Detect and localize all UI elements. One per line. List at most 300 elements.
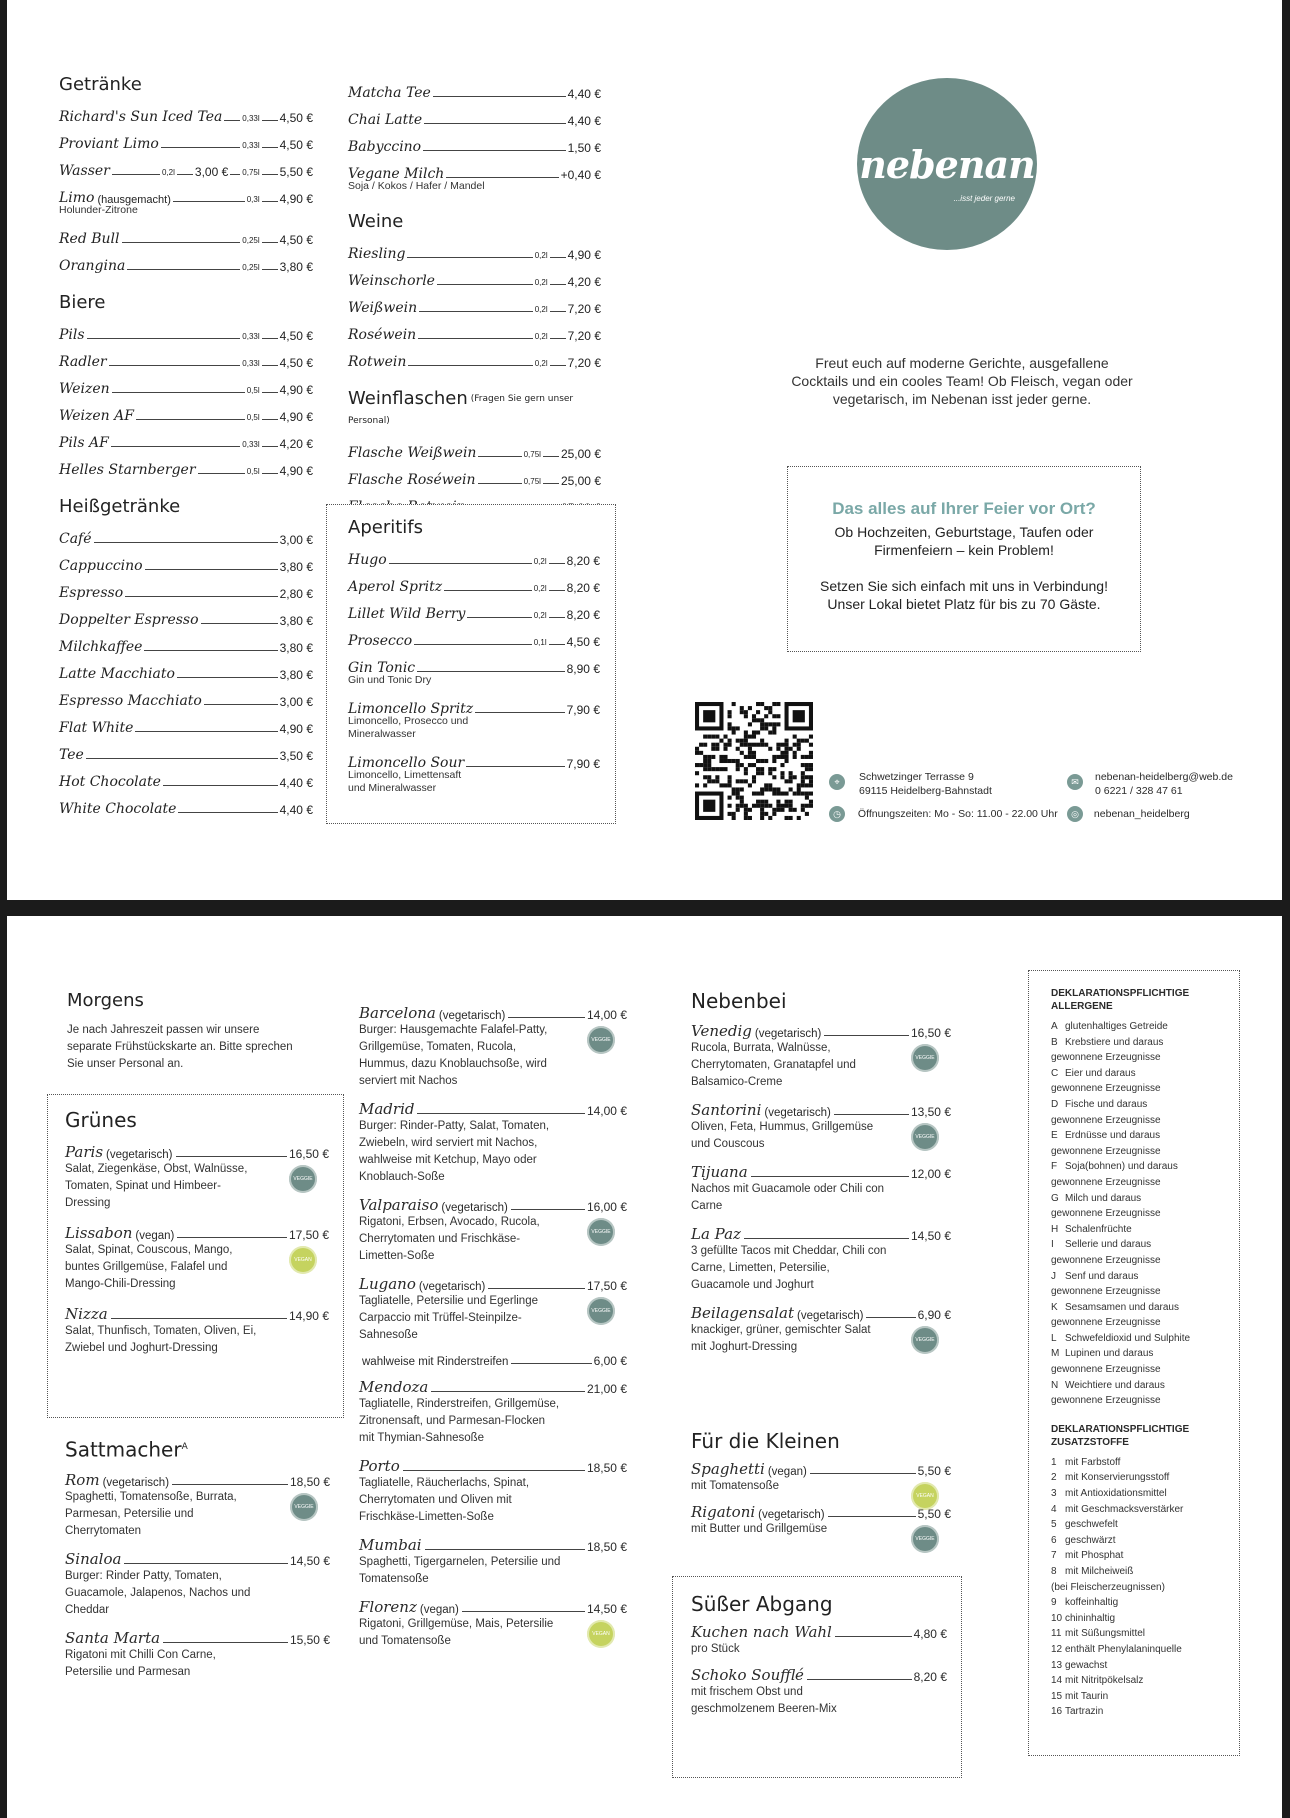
item-description: mit Butter und Grillgemüse [691, 1523, 828, 1535]
item-name: Rom [65, 1470, 100, 1489]
item-tag: (vegetarisch) [754, 1028, 822, 1040]
drink-item [348, 74, 601, 101]
vegan-badge-icon: VEGAN [911, 1482, 939, 1510]
declaration-key: D [1051, 1098, 1059, 1110]
drink-item [348, 541, 600, 568]
declaration-item [1051, 1564, 1231, 1580]
menu-item-header [65, 1305, 331, 1323]
morgens-section [67, 990, 307, 1073]
menu-page-food [7, 916, 1282, 1818]
declaration-item [1051, 1517, 1231, 1533]
leader-line [109, 365, 241, 366]
item-price: 16,50 € [910, 1026, 951, 1040]
declaration-text: mit Konservierungsstoff [1065, 1472, 1170, 1484]
drink-section [348, 388, 601, 515]
leader-line [262, 120, 278, 121]
item-name: Matcha Tee [348, 85, 431, 101]
declaration-item [1051, 1066, 1231, 1082]
menu-item [359, 1275, 629, 1344]
veggie-badge-icon: VEGGIE [911, 1044, 939, 1072]
declaration-text: Soja(bohnen) und daraus [1065, 1161, 1178, 1173]
leader-line [403, 1470, 585, 1471]
veggie-badge-icon: VEGGIE [587, 1026, 615, 1054]
declaration-key: A [1051, 1021, 1058, 1032]
item-price: 4,50 € [566, 635, 600, 649]
declaration-text: enthält Phenylalaninquelle [1065, 1643, 1182, 1655]
item-price: 3,80 € [279, 560, 313, 574]
drink-item [59, 247, 313, 274]
leader-line [424, 123, 565, 124]
nebenbei-section [691, 990, 953, 1356]
item-name: Beilagensalat [691, 1304, 794, 1322]
drink-item [348, 622, 600, 649]
item-price: 8,90 € [566, 662, 600, 676]
leader-line [111, 446, 240, 447]
menu-item [359, 1100, 629, 1186]
kleinen-section [691, 1429, 953, 1542]
item-name: Schoko Soufflé [691, 1666, 804, 1684]
item-name: Rotwein [348, 354, 407, 370]
item-tag: wahlweise mit Rinderstreifen [362, 1356, 509, 1368]
item-name: Orangina [59, 258, 126, 274]
leader-line [488, 1288, 585, 1289]
veggie-badge-icon: VEGGIE [911, 1326, 939, 1354]
item-description: Oliven, Feta, Hummus, Grillgemüse und Couscous [691, 1121, 874, 1150]
declaration-item [1051, 1533, 1231, 1549]
item-name: Flasche Weißwein [348, 445, 477, 461]
declaration-text-cont: gewonnene Erzeugnisse [1051, 1317, 1161, 1329]
item-name: Roséwein [348, 327, 417, 343]
declaration-text: Senf und daraus [1065, 1270, 1139, 1282]
item-name: Mendoza [359, 1378, 429, 1396]
item-price: 4,90 € [567, 248, 601, 262]
item-name: Valparaiso [359, 1196, 439, 1214]
leader-line [550, 257, 566, 258]
section-title [59, 74, 313, 96]
section-title-text: Weine [348, 211, 404, 232]
menu-item-header [691, 1225, 953, 1243]
menu-page-drinks [7, 0, 1282, 900]
item-name: Limoncello Spritz [348, 701, 474, 717]
declaration-key: 2 [1051, 1472, 1057, 1484]
declaration-title [1051, 987, 1231, 1013]
leader-line [466, 766, 564, 767]
veggie-badge-icon: VEGGIE [587, 1218, 615, 1246]
item-price: 4,20 € [279, 437, 313, 451]
declaration-item [1051, 1470, 1231, 1486]
declaration-item [1051, 1642, 1231, 1658]
menu-item-header [65, 1550, 332, 1568]
leader-line [751, 1176, 909, 1177]
leader-line [262, 269, 278, 270]
drink-item [59, 601, 313, 628]
drink-item [348, 316, 601, 343]
drink-item [348, 262, 601, 289]
declaration-item [1051, 1237, 1231, 1253]
drink-section [59, 74, 313, 274]
declaration-item [1051, 1548, 1231, 1564]
leader-line [414, 644, 532, 645]
item-size: 0,33l [242, 114, 260, 123]
event-line: Unser Lokal bietet Platz für bis zu 70 Gäste. [827, 596, 1101, 612]
item-name: Richard's Sun Iced Tea [59, 109, 223, 125]
item-price: 3,00 € [194, 165, 229, 179]
leader-line [549, 617, 565, 618]
item-price: 8,20 € [913, 1670, 947, 1684]
declaration-text: mit Antioxidationsmittel [1065, 1488, 1167, 1500]
declaration-key: M [1051, 1348, 1060, 1360]
drinks-column-left [59, 74, 313, 817]
item-description: Salat, Thunfisch, Tomaten, Oliven, Ei, Zwiebel und Joghurt-Dressing [65, 1325, 257, 1354]
leader-line [423, 150, 566, 151]
contact-instagram [1067, 806, 1190, 822]
item-price: 5,50 € [917, 1507, 951, 1521]
leader-line [201, 623, 278, 624]
item-description: Salat, Spinat, Couscous, Mango, buntes Grillgemüse, Falafel und Mango-Chili-Dressing [65, 1244, 233, 1290]
leader-line [866, 1317, 915, 1318]
item-name: Cappuccino [59, 558, 143, 574]
allergens-box [1028, 970, 1240, 1756]
drink-item [348, 128, 601, 155]
item-price: 4,90 € [279, 722, 313, 736]
item-price: 4,40 € [567, 114, 601, 128]
event-line: Ob Hochzeiten, Geburtstage, Taufen oder [834, 524, 1094, 540]
declaration-key: L [1051, 1332, 1057, 1344]
item-name: Proviant Limo [59, 136, 159, 152]
dessert-box [672, 1576, 962, 1778]
item-price: 4,90 € [279, 383, 313, 397]
menu-item [65, 1143, 331, 1212]
item-name: Red Bull [59, 231, 120, 247]
allergen-mark: A [181, 1442, 188, 1452]
section-title-note: (Fragen Sie gern unser Personal) [348, 394, 574, 426]
item-description: mit frischem Obst und geschmolzenem Beeren-Mix [691, 1686, 837, 1715]
drink-item [348, 343, 601, 370]
declaration-text: Milch und daraus [1065, 1192, 1142, 1204]
drink-item [59, 343, 313, 370]
declaration-key: E [1051, 1130, 1058, 1142]
section-title [348, 388, 601, 432]
declaration-item [1051, 1191, 1231, 1207]
item-name: Weizen [59, 381, 110, 397]
item-price: 4,40 € [567, 87, 601, 101]
leader-line [135, 731, 277, 732]
declaration-key: 7 [1051, 1550, 1057, 1562]
item-name: Weißwein [348, 300, 418, 316]
item-name: Aperol Spritz [348, 579, 443, 595]
declaration-text: mit Farbstoff [1065, 1456, 1121, 1468]
leader-line [407, 257, 532, 258]
item-name: Venedig [691, 1022, 752, 1040]
menu-item-header [691, 1503, 953, 1521]
instagram-handle[interactable]: nebenan_heidelberg [1093, 808, 1190, 820]
leader-line [262, 201, 278, 202]
item-name: Mumbai [359, 1536, 422, 1554]
item-size: 0,33l [242, 440, 260, 449]
item-tag: (vegetarisch) [418, 1281, 486, 1293]
drink-item [59, 736, 313, 763]
leader-line [262, 242, 278, 243]
declaration-text: mit Geschmacksverstärker [1065, 1503, 1184, 1515]
drink-item [59, 682, 313, 709]
item-size: 0,75l [242, 168, 260, 177]
item-name: Helles Starnberger [59, 462, 196, 478]
item-price: 3,80 € [279, 641, 313, 655]
drink-item [348, 101, 601, 128]
drink-item [59, 98, 313, 125]
declaration-key: 11 [1051, 1628, 1062, 1640]
qr-code-graphic [695, 702, 813, 820]
item-price: 4,50 € [279, 356, 313, 370]
morgens-text: Je nach Jahreszeit passen wir unsere separate Frühstückskarte an. Bitte sprechen Sie unser Personal an. [67, 1024, 293, 1070]
leader-line [122, 242, 241, 243]
leader-line [550, 311, 566, 312]
item-price: 4,90 € [279, 410, 313, 424]
leader-line [834, 1114, 909, 1115]
item-price: 1,50 € [567, 141, 601, 155]
section-title-text: Getränke [59, 74, 142, 95]
item-price: 17,50 € [586, 1279, 627, 1293]
declaration-text: Fische und daraus [1065, 1098, 1148, 1110]
item-description: Rigatoni, Erbsen, Avocado, Rucola, Cherrytomaten und Frischkäse-Limetten-Soße [359, 1216, 540, 1262]
leader-line [444, 590, 532, 591]
leader-line [177, 174, 193, 175]
item-price: 14,00 € [586, 1104, 627, 1118]
item-description: Rucola, Burrata, Walnüsse, Cherrytomaten, Granatapfel und Balsamico-Creme [691, 1042, 856, 1088]
leader-line [550, 338, 566, 339]
leader-line [824, 1035, 909, 1036]
declaration-item [1051, 1128, 1231, 1144]
veggie-badge-icon: VEGGIE [911, 1123, 939, 1151]
declaration-key: N [1051, 1379, 1059, 1391]
item-name: Flasche Roséwein [348, 472, 476, 488]
menu-item [691, 1225, 953, 1294]
item-size: 0,3l [246, 195, 260, 204]
item-name: Nizza [65, 1305, 108, 1323]
item-tag: (vegan) [135, 1230, 175, 1242]
leader-line [511, 1363, 591, 1364]
item-size: 0,25l [242, 263, 260, 272]
leader-line [230, 174, 240, 175]
item-note: Soja / Kokos / Hafer / Mandel [348, 180, 485, 192]
menu-item [691, 1304, 953, 1356]
declaration-title-line: DEKLARATIONSPFLICHTIGE [1051, 988, 1190, 999]
leader-line [828, 1516, 916, 1517]
item-name: Florenz [359, 1598, 417, 1616]
item-name: Milchkaffee [59, 639, 143, 655]
leader-line [807, 1679, 912, 1680]
item-price: 3,00 € [279, 533, 313, 547]
leader-line [475, 712, 564, 713]
item-size: 0,2l [533, 611, 547, 620]
item-name: Kuchen nach Wahl [691, 1623, 832, 1641]
drink-item [348, 649, 600, 676]
declaration-key: J [1051, 1270, 1056, 1282]
item-description: Tagliatelle, Räucherlachs, Spinat, Cherrytomaten und Oliven mit Frischkäse-Limetten-Soße [359, 1477, 530, 1523]
declaration-text: mit Phosphat [1065, 1550, 1124, 1562]
declaration-key: 4 [1051, 1503, 1057, 1515]
menu-item-header [691, 1101, 953, 1119]
declaration-key: 16 [1051, 1706, 1063, 1718]
item-description: Burger: Rinder Patty, Tomaten, Guacamole, Jalapenos, Nachos und Cheddar [65, 1569, 251, 1616]
item-name: Hot Chocolate [59, 774, 161, 790]
location-pin-icon: ⌖ [829, 774, 845, 790]
leader-line [86, 758, 278, 759]
drink-section [348, 517, 600, 795]
address-line-2: 69115 Heidelberg-Bahnstadt [859, 785, 992, 797]
section-title: Nebenbei [691, 989, 787, 1013]
item-price: 3,80 € [279, 614, 313, 628]
leader-line [127, 269, 240, 270]
declaration-text: Sesamsamen und daraus [1065, 1301, 1179, 1313]
item-size: 0,75l [523, 477, 541, 486]
item-price: 4,90 € [279, 464, 313, 478]
declaration-text: Eier und daraus [1065, 1067, 1136, 1079]
item-description: Rigatoni, Grillgemüse, Mais, Petersilie und Tomatensoße [359, 1618, 554, 1647]
item-price: 18,50 € [586, 1540, 627, 1554]
item-size: 0,75l [523, 450, 541, 459]
veggie-badge-icon: VEGGIE [587, 1297, 615, 1325]
leader-line [161, 147, 240, 148]
item-description: Spaghetti, Tigergarnelen, Petersilie und Tomatensoße [359, 1556, 561, 1585]
drink-item [59, 547, 313, 574]
instagram-icon: ◎ [1067, 806, 1083, 822]
item-name: Tijuana [691, 1163, 748, 1181]
leader-line [543, 456, 559, 457]
leader-line [417, 671, 564, 672]
menu-item [691, 1022, 953, 1091]
item-price: 7,90 € [566, 703, 600, 717]
leader-line [262, 392, 278, 393]
item-description: Tagliatelle, Rinderstreifen, Grillgemüse, Zitronensaft, und Parmesan-Flocken mit Thymian-Sahnesoße [359, 1398, 560, 1444]
leader-line [125, 596, 277, 597]
declaration-key: 14 [1051, 1675, 1063, 1687]
declaration-text-cont: gewonnene Erzeugnisse [1051, 1395, 1161, 1407]
gruenes-box [47, 1094, 344, 1418]
item-tag: (vegetarisch) [764, 1107, 831, 1119]
drink-section [59, 496, 313, 817]
menu-item-header [359, 1598, 629, 1616]
leader-line [112, 392, 245, 393]
item-name: Santorini [691, 1101, 762, 1119]
item-tag: (vegan) [419, 1604, 459, 1616]
item-price: 18,50 € [289, 1474, 330, 1489]
item-name: Espresso Macchiato [59, 693, 202, 709]
item-price: 14,50 € [586, 1602, 627, 1616]
veggie-badge-icon: VEGGIE [289, 1165, 317, 1193]
leader-line [549, 590, 565, 591]
menu-item-header [359, 1275, 629, 1293]
item-name: Weinschorle [348, 273, 435, 289]
menu-item-header [359, 1536, 629, 1554]
item-price: 7,90 € [566, 757, 600, 771]
leader-line [543, 483, 559, 484]
declaration-text: chininhaltig [1065, 1612, 1116, 1624]
leader-line [437, 284, 533, 285]
vegan-badge-icon: VEGAN [289, 1246, 317, 1274]
leader-line [389, 563, 532, 564]
declaration-item [1051, 1300, 1231, 1316]
leader-line [511, 1209, 585, 1210]
declaration-text: geschwefelt [1065, 1519, 1118, 1531]
drink-item [59, 397, 313, 424]
menu-item [691, 1503, 953, 1542]
menu-item [359, 1354, 629, 1368]
section-title-text: Aperitifs [348, 517, 423, 538]
drink-item [348, 744, 600, 771]
drink-item [59, 709, 313, 736]
declaration-key: B [1051, 1036, 1058, 1048]
item-size: 0,2l [534, 251, 548, 260]
phone-number[interactable]: 0 6221 / 328 47 61 [1095, 785, 1183, 797]
declaration-text: Schalenfrüchte [1065, 1223, 1132, 1235]
menu-item-header [691, 1022, 953, 1040]
declaration-text-cont: (bei Fleischerzeugnissen) [1051, 1581, 1165, 1593]
opening-hours: Öffnungszeiten: Mo - So: 11.00 - 22.00 Uhr [857, 808, 1058, 820]
drink-item [59, 763, 313, 790]
leader-line [810, 1473, 916, 1474]
declaration-text: Schwefeldioxid und Sulphite [1065, 1332, 1191, 1344]
drink-item [59, 179, 313, 206]
email-address[interactable]: nebenan-heidelberg@web.de [1095, 771, 1233, 783]
item-price: 17,50 € [288, 1228, 329, 1242]
item-name: Espresso [59, 585, 124, 601]
drink-item [348, 461, 601, 488]
declaration-key: H [1051, 1223, 1059, 1235]
menu-item-header [359, 1004, 629, 1022]
aperitifs-box [326, 504, 616, 824]
item-tag: (vegetarisch) [438, 1010, 506, 1022]
declaration-text: mit Taurin [1065, 1690, 1109, 1702]
menu-item-header [359, 1378, 629, 1396]
item-size: 0,1l [533, 638, 547, 647]
declaration-item [1051, 1595, 1231, 1611]
veggie-badge-icon: VEGGIE [290, 1493, 318, 1521]
item-description: Nachos mit Guacamole oder Chili con Carne [691, 1183, 885, 1212]
item-price: 25,00 € [560, 474, 601, 488]
menu-item [691, 1460, 953, 1499]
item-price: 14,50 € [910, 1229, 951, 1243]
item-price: 12,00 € [910, 1167, 951, 1181]
declaration-text: mit Nitritpökelsalz [1065, 1675, 1144, 1687]
declaration-key: K [1051, 1301, 1058, 1313]
item-size: 0,2l [534, 332, 548, 341]
item-price: 25,00 € [560, 447, 601, 461]
leader-line [204, 704, 278, 705]
drink-item [59, 370, 313, 397]
item-size: 0,2l [534, 278, 548, 287]
leader-line [262, 365, 278, 366]
item-size: 0,2l [533, 584, 547, 593]
menu-item-header [691, 1623, 949, 1641]
item-tag: (hausgemacht) [97, 194, 171, 206]
leader-line [136, 419, 245, 420]
declaration-text: koffeinhaltig [1065, 1597, 1119, 1609]
event-line: Firmenfeiern – kein Problem! [874, 542, 1054, 558]
drink-item [348, 595, 600, 622]
item-price: 13,50 € [910, 1105, 951, 1119]
leader-line [177, 1237, 287, 1238]
declaration-item [1051, 1035, 1231, 1051]
declaration-key: F [1051, 1161, 1058, 1173]
declaration-item [1051, 1378, 1231, 1394]
item-price: 3,00 € [279, 695, 313, 709]
menu-item [65, 1224, 331, 1293]
leader-line [224, 120, 240, 121]
vegan-badge-icon: VEGAN [587, 1620, 615, 1648]
item-name: Gin Tonic [348, 660, 416, 676]
leader-line [112, 174, 160, 175]
